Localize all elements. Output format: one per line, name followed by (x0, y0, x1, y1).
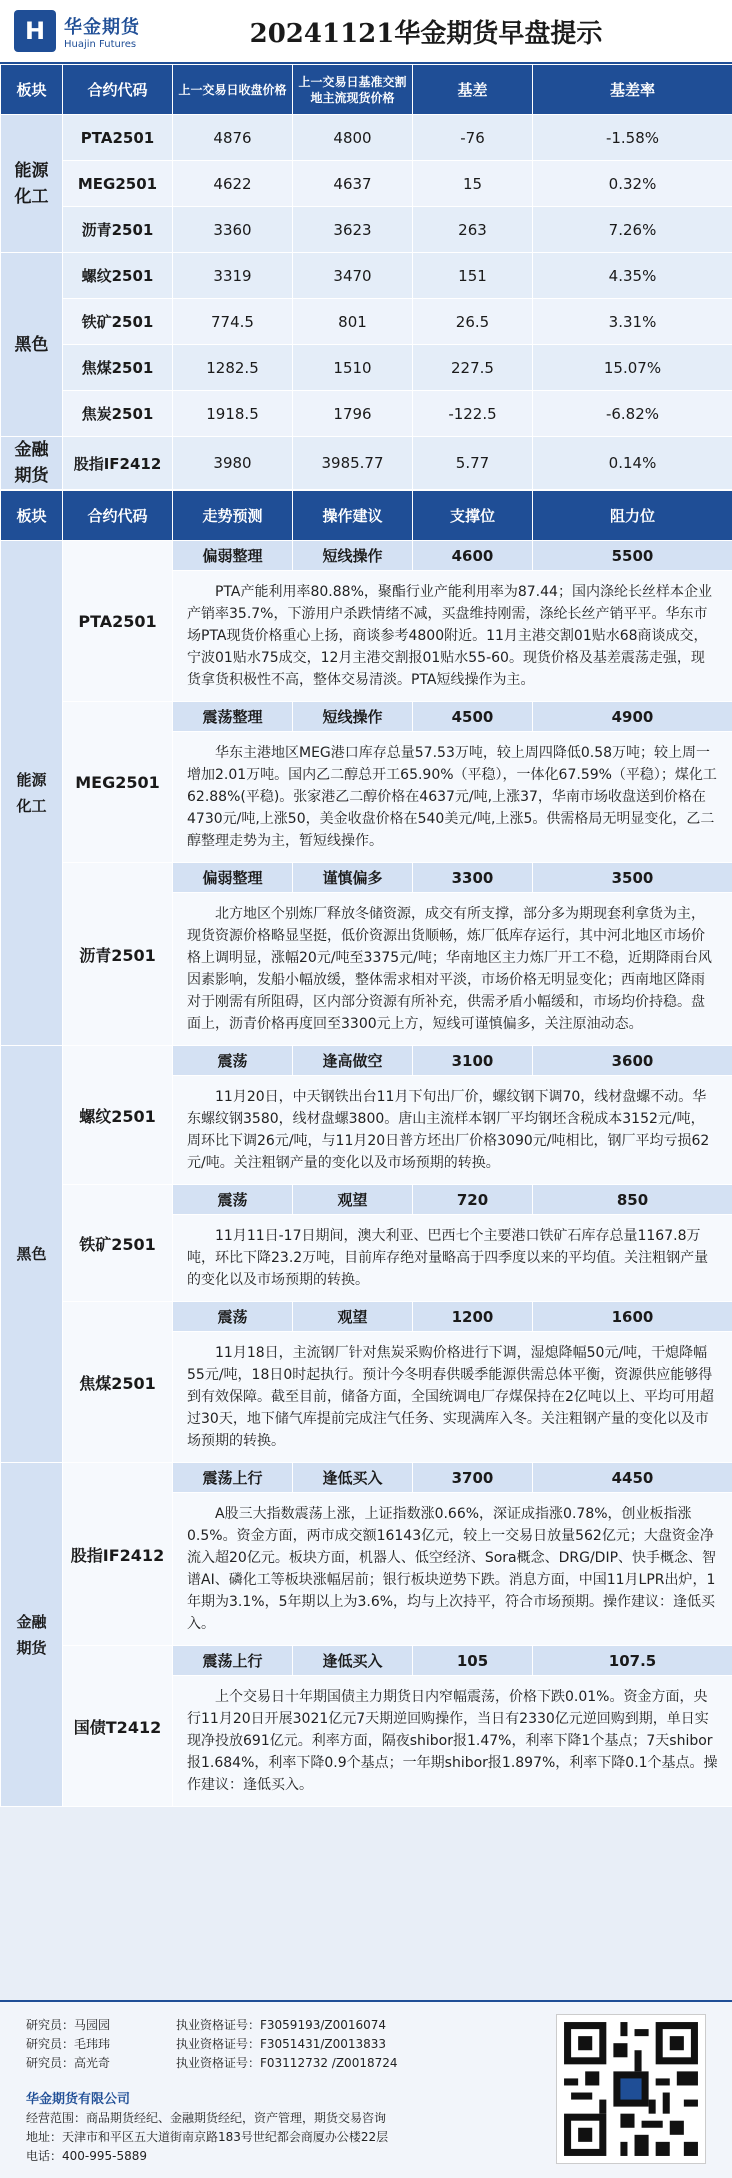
table-row (1, 253, 732, 299)
contract-code: 股指IF2412 (63, 437, 173, 490)
support-level: 3700 (413, 1463, 533, 1493)
basis-rate: -1.58% (533, 115, 732, 161)
market-commentary: 11月18日，主流钢厂针对焦炭采购价格进行下调，湿熄降幅50元/吨，干熄降幅55元/吨，18日0时起执行。预计今冬明春供暖季能源供需总体平衡，资源供应能够得到有效保障。截至目前，储备方面，全国统调电厂存煤保持在2亿吨以上、平均可用超过30天，地下储气库提前完成注气任务、实现满库入冬。关注粗钢产量的变化以及市场预期的转换。 (173, 1332, 732, 1463)
contract-code: MEG2501 (63, 702, 173, 863)
operation-advice: 逢高做空 (293, 1046, 413, 1076)
table-row (1, 299, 732, 345)
table-row (1, 115, 732, 161)
close-price: 774.5 (173, 299, 293, 345)
operation-advice: 短线操作 (293, 541, 413, 571)
researcher-entry (26, 2016, 398, 2035)
operation-advice: 逢低买入 (293, 1646, 413, 1676)
resistance-level: 3500 (533, 863, 732, 893)
report-header (0, 0, 732, 64)
contract-code: 螺纹2501 (63, 1046, 173, 1185)
logo-icon: H (14, 10, 56, 52)
resistance-level: 4450 (533, 1463, 732, 1493)
trend-forecast: 偏弱整理 (173, 863, 293, 893)
strategy-table (0, 490, 732, 1807)
contract-code: 焦煤2501 (63, 345, 173, 391)
contract-code: 沥青2501 (63, 207, 173, 253)
strategy-summary-row (1, 1046, 732, 1076)
table-row (1, 345, 732, 391)
operation-advice: 观望 (293, 1302, 413, 1332)
researcher-cert: 执业资格证号：F3051431/Z0013833 (176, 2037, 387, 2051)
contract-code: 沥青2501 (63, 863, 173, 1046)
support-level: 3300 (413, 863, 533, 893)
company-phone: 电话：400-995-5889 (26, 2149, 148, 2163)
header-basis: 基差 (413, 65, 533, 115)
operation-advice: 观望 (293, 1185, 413, 1215)
table-row (1, 161, 732, 207)
header-support: 支撑位 (413, 491, 533, 541)
basis-value: 5.77 (413, 437, 533, 490)
operation-advice: 逢低买入 (293, 1463, 413, 1493)
spot-price: 3623 (293, 207, 413, 253)
researcher-name: 研究员：马园园 (26, 2018, 111, 2032)
contract-code: PTA2501 (63, 115, 173, 161)
trend-forecast: 震荡上行 (173, 1463, 293, 1493)
basis-table (0, 64, 732, 490)
researcher-name: 研究员：高光奇 (26, 2056, 111, 2070)
support-level: 1200 (413, 1302, 533, 1332)
sector-label: 黑色 (1, 1046, 63, 1463)
header-code: 合约代码 (63, 491, 173, 541)
close-price: 3360 (173, 207, 293, 253)
strategy-summary-row (1, 1302, 732, 1332)
contract-code: 螺纹2501 (63, 253, 173, 299)
researcher-entry (26, 2035, 398, 2054)
support-level: 4500 (413, 702, 533, 732)
trend-forecast: 震荡 (173, 1046, 293, 1076)
market-commentary: 华东主港地区MEG港口库存总量57.53万吨，较上周四降低0.58万吨；较上周一增加2.01万吨。国内乙二醇总开工65.90%（平稳），一体化67.59%（平稳）；煤化工62.88%(平稳)。张家港乙二醇价格在4637元/吨,上涨37，华南市场收盘送到价格在4730元/吨,上涨50，美金收盘价格在540美元/吨,上涨5。供需格局无明显变化，乙二醇整理走势为主，暂短线操作。 (173, 732, 732, 863)
table-row (1, 207, 732, 253)
qr-code-icon (556, 2014, 706, 2164)
strategy-summary-row (1, 541, 732, 571)
contract-code: 铁矿2501 (63, 299, 173, 345)
header-code: 合约代码 (63, 65, 173, 115)
trend-forecast: 震荡 (173, 1302, 293, 1332)
sector-label: 能源 化工 (1, 115, 63, 253)
sector-label: 金融 期货 (1, 1463, 63, 1807)
trend-forecast: 偏弱整理 (173, 541, 293, 571)
contract-code: 铁矿2501 (63, 1185, 173, 1302)
basis-value: 15 (413, 161, 533, 207)
basis-value: 26.5 (413, 299, 533, 345)
resistance-level: 3600 (533, 1046, 732, 1076)
sector-label: 金融 期货 (1, 437, 63, 490)
company-logo (0, 0, 160, 63)
table-row (1, 437, 732, 490)
strategy-summary-row (1, 1646, 732, 1676)
contract-code: PTA2501 (63, 541, 173, 702)
close-price: 1918.5 (173, 391, 293, 437)
trend-forecast: 震荡 (173, 1185, 293, 1215)
header-basis-rate: 基差率 (533, 65, 732, 115)
contract-code: MEG2501 (63, 161, 173, 207)
market-commentary: PTA产能利用率80.88%，聚酯行业产能利用率为87.44；国内涤纶长丝样本企业产销率35.7%，下游用户杀跌情绪不减，买盘维持刚需，涤纶长丝产销平平。华东市场PTA现货价格重心上扬，商谈参考4800附近。11月主港交割01贴水68商谈成交，宁波01贴水75成交，12月主港交割报01贴水55-60。现货价格及基差震荡走强，现货拿货积极性不高，整体交易清淡。PTA短线操作为主。 (173, 571, 732, 702)
business-scope: 经营范围：商品期货经纪、金融期货经纪，资产管理，期货交易咨询 (26, 2111, 387, 2125)
basis-value: -122.5 (413, 391, 533, 437)
spot-price: 801 (293, 299, 413, 345)
basis-rate: 0.32% (533, 161, 732, 207)
operation-advice: 谨慎偏多 (293, 863, 413, 893)
company-name: 华金期货有限公司 (26, 2092, 131, 2107)
table-row (1, 391, 732, 437)
header-advice: 操作建议 (293, 491, 413, 541)
resistance-level: 850 (533, 1185, 732, 1215)
spot-price: 4800 (293, 115, 413, 161)
company-info (26, 2090, 556, 2166)
contract-code: 国债T2412 (63, 1646, 173, 1807)
header-block: 板块 (1, 491, 63, 541)
market-commentary: 11月20日，中天钢铁出台11月下旬出厂价，螺纹钢下调70，线材盘螺不动。华东螺纹钢3580，线材盘螺3800。唐山主流样本钢厂平均钢坯含税成本3152元/吨，周环比下调26元/吨，与11月20日普方坯出厂价格3090元/吨相比，钢厂平均亏损62元/吨。关注粗钢产量的变化以及市场预期的转换。 (173, 1076, 732, 1185)
market-commentary: A股三大指数震荡上涨，上证指数涨0.66%，深证成指涨0.78%，创业板指涨0.5%。资金方面，两市成交额16143亿元，较上一交易日放量562亿元；大盘资金净流入超20亿元。板块方面，机器人、低空经济、Sora概念、DRG/DIP、快手概念、智谱AI、磷化工等板块涨幅居前；银行板块逆势下跌。消息方面，中国11月LPR出炉，1年期为3.1%，5年期以上为3.6%，均与上次持平，符合市场预期。操作建议：逢低买入。 (173, 1493, 732, 1646)
basis-rate: 7.26% (533, 207, 732, 253)
header-close: 上一交易日收盘价格 (173, 65, 293, 115)
spot-price: 1796 (293, 391, 413, 437)
spot-price: 1510 (293, 345, 413, 391)
support-level: 3100 (413, 1046, 533, 1076)
support-level: 4600 (413, 541, 533, 571)
spot-price: 4637 (293, 161, 413, 207)
spot-price: 3470 (293, 253, 413, 299)
page-title: 20241121华金期货早盘提示 (249, 18, 603, 49)
operation-advice: 短线操作 (293, 702, 413, 732)
header-trend: 走势预测 (173, 491, 293, 541)
contract-code: 焦炭2501 (63, 391, 173, 437)
researcher-cert: 执业资格证号：F03112732 /Z0018724 (176, 2056, 398, 2070)
strategy-summary-row (1, 1185, 732, 1215)
basis-value: 227.5 (413, 345, 533, 391)
basis-rate: 4.35% (533, 253, 732, 299)
company-address: 地址：天津市和平区五大道街南京路183号世纪都会商厦办公楼22层 (26, 2130, 389, 2144)
trend-forecast: 震荡上行 (173, 1646, 293, 1676)
basis-rate: -6.82% (533, 391, 732, 437)
resistance-level: 107.5 (533, 1646, 732, 1676)
header-resist: 阻力位 (533, 491, 732, 541)
basis-rate: 3.31% (533, 299, 732, 345)
basis-rate: 0.14% (533, 437, 732, 490)
strategy-summary-row (1, 1463, 732, 1493)
support-level: 105 (413, 1646, 533, 1676)
close-price: 1282.5 (173, 345, 293, 391)
header-block: 板块 (1, 65, 63, 115)
basis-value: 263 (413, 207, 533, 253)
contract-code: 股指IF2412 (63, 1463, 173, 1646)
basis-value: -76 (413, 115, 533, 161)
trend-forecast: 震荡整理 (173, 702, 293, 732)
support-level: 720 (413, 1185, 533, 1215)
strategy-summary-row (1, 702, 732, 732)
close-price: 3980 (173, 437, 293, 490)
market-commentary: 上个交易日十年期国债主力期货日内窄幅震荡，价格下跌0.01%。资金方面，央行11月20日开展3021亿元7天期逆回购操作，当日有2330亿元逆回购到期，单日实现净投放691亿元。利率方面，隔夜shibor报1.47%，利率下降1个基点；7天shibor报1.684%，利率下降0.9个基点；一年期shibor报1.897%，利率下降0.1个基点。操作建议：逢低买入。 (173, 1676, 732, 1807)
spot-price: 3985.77 (293, 437, 413, 490)
sector-label: 能源 化工 (1, 541, 63, 1046)
researcher-list (26, 2016, 398, 2073)
close-price: 3319 (173, 253, 293, 299)
resistance-level: 1600 (533, 1302, 732, 1332)
resistance-level: 5500 (533, 541, 732, 571)
basis-value: 151 (413, 253, 533, 299)
strategy-summary-row (1, 863, 732, 893)
market-commentary: 11月11日-17日期间，澳大利亚、巴西七个主要港口铁矿石库存总量1167.8万吨，环比下降23.2万吨，目前库存绝对量略高于四季度以来的平均值。关注粗钢产量的变化以及市场预期的转换。 (173, 1215, 732, 1302)
researcher-cert: 执业资格证号：F3059193/Z0016074 (176, 2018, 387, 2032)
close-price: 4622 (173, 161, 293, 207)
market-commentary: 北方地区个别炼厂释放冬储资源，成交有所支撑，部分多为期现套利拿货为主，现货资源价格略显坚挺，低价资源出货顺畅，炼厂低库存运行，其中河北地区市场价格上调明显，涨幅20元/吨至3375元/吨；华南地区主力炼厂开工不稳，近期降雨台风因素影响，发船小幅放缓，整体需求相对平淡，市场价格无明显变化；西南地区降雨对于刚需有所阻碍，区内部分资源有所补充，供需矛盾小幅缓和，市场均价持稳。盘面上，沥青价格再度回至3300元上方，短线可谨慎偏多，关注原油动态。 (173, 893, 732, 1046)
header-spot: 上一交易日基准交割地主流现货价格 (293, 65, 413, 115)
basis-rate: 15.07% (533, 345, 732, 391)
footer (0, 2000, 732, 2178)
sector-label: 黑色 (1, 253, 63, 437)
researcher-entry (26, 2054, 398, 2073)
resistance-level: 4900 (533, 702, 732, 732)
logo-cn: 华金期货 (64, 16, 140, 38)
logo-en: Huajin Futures (64, 38, 137, 50)
close-price: 4876 (173, 115, 293, 161)
contract-code: 焦煤2501 (63, 1302, 173, 1463)
researcher-name: 研究员：毛玮玮 (26, 2037, 111, 2051)
